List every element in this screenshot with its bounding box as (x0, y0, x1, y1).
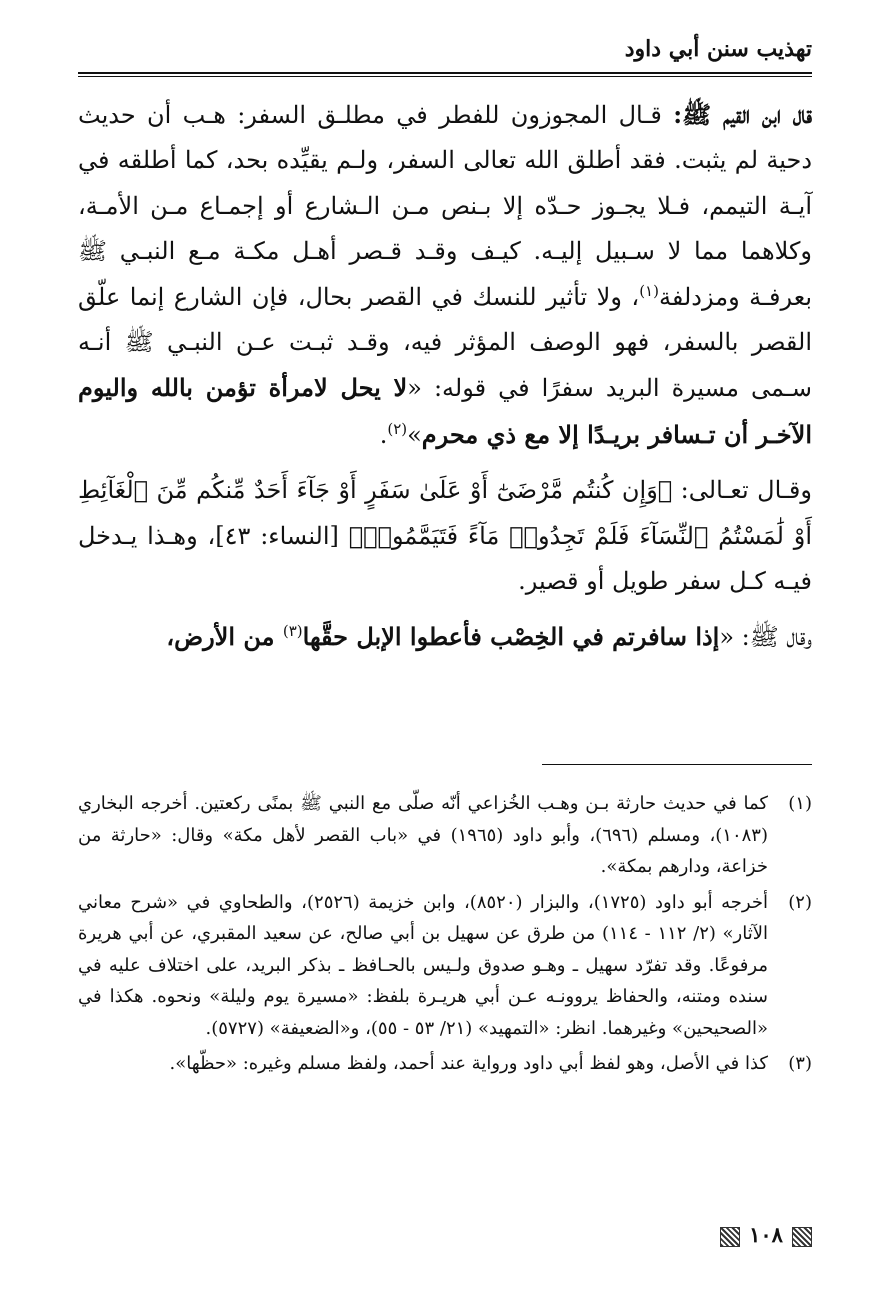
footnote-text: كما في حديث حارثة بـن وهـب الخُزاعي أنّه صلّى مع النبي ﷺ بمنًى ركعتين. أخرجه البخاري (١٠٨٣)، ومسلم (٦٩٦)، وأبو داود (١٩٦٥) في «باب القصر لأهل مكة» وقال: «حارثة من خزاعة، ودارهم بمكة». (78, 793, 768, 877)
paragraph-text: وقـال تعـالى: (672, 476, 812, 505)
paragraph-end: . (379, 420, 388, 449)
footnote (78, 788, 812, 883)
footnote-text: أخرجه أبو داود (١٧٢٥)، والبزار (٨٥٢٠)، وابن خزيمة (٢٥٢٦)، والطحاوي في «شرح معاني الآثار» (٢/ ١١٢ - ١١٤) من طرق عن سهيل بن أبي صالح، عن سعيد المقبري، عن أبي هريرة مرفوعًا. وقد تفرّد سهيل ـ وهـو صدوق ولـيس بالحـافظ ـ بذكر البريد، على اختلاف عليه في سنده ومتنه، والحفاظ يروونـه عـن أبي هريـرة بلفظ: «مسيرة يوم وليلة» ونحوه. هكذا في «الصحيحين» وغيرهما. انظر: «التمهيد» (٢١/ ٥٣ - ٥٥)، و«الضعيفة» (٥٧٢٧). (78, 891, 769, 1039)
header-rule (78, 72, 812, 74)
ornament-icon (720, 1227, 740, 1247)
page-number: ١٠٨ (749, 1222, 783, 1247)
hadith-quote: لا يحل لامرأة تؤمن بالله واليوم الآخـر أن تـسافر بريـدًا إلا مع ذي محرم (78, 373, 812, 449)
footnote (78, 887, 812, 1045)
page-footer (720, 1222, 812, 1250)
main-text (78, 92, 812, 661)
quran-verse: ﴿وَإِن كُنتُم مَّرْضَىٰٓ أَوْ عَلَىٰ سَفَرٍ أَوْ جَآءَ أَحَدٌ مِّنكُم مِّنَ ٱلْغَآئِطِ أَوْ لَٰمَسْتُمُ ٱلنِّسَآءَ فَلَمْ تَجِدُوا۟ مَآءً فَتَيَمَّمُوا۟﴾ (78, 476, 812, 550)
header-rule-thin (78, 76, 812, 77)
footnote-number: (٢) (788, 891, 812, 913)
footnote (78, 1048, 812, 1080)
footnote-number: (١) (788, 793, 812, 814)
paragraph-text: من الأرض، (166, 622, 283, 652)
paragraph-text: ، ولا تأثير للنسك في القصر بحال، فإن الشارع إنما علّق القصر بالسفر، فهو الوصف المؤثر فيه، وقـد ثبـت عـن النبـي ﷺ أنـه سـمى مسيرة البريد سفرًا في قوله: « (78, 282, 812, 403)
book-title: تهذيب سنن أبي داود (624, 36, 812, 62)
footnote-ref-2[interactable]: (٢) (387, 419, 408, 438)
verse-reference: [النساء: ٤٣] (215, 521, 349, 550)
quote-close: » (407, 420, 422, 449)
paragraph-text: قـال المجوزون للفطر في مطلـق السفر: هـب أن حديث دحية لم يثبت. فقد أطلق الله تعالى السفر، ولـم يقيِّده بحد، كما أطلقه في آيـة التيمم، فـلا يجـوز حـدّه إلا بـنص مـن الـشارع أو إجمـاع مـن الأمـة، وكلاهما مما لا سـبيل إليـه. كيـف وقـد قـصر أهـل مكـة مـع النبـي ﷺ بعرفـة ومزدلفة (78, 101, 813, 311)
footnote-text: كذا في الأصل، وهو لفظ أبي داود ورواية عند أحمد، ولفظ مسلم وغيره: «حظّها». (169, 1053, 768, 1074)
paragraph-text: ، وهـذا يـدخل فيـه كـل سفر طويل أو قصير. (78, 521, 812, 596)
paragraph-hadith (78, 614, 812, 660)
hadith-quote: إذا سافرتم في الخِصْب فأعطوا الإبل حقَّها (302, 622, 720, 652)
speaker-lead: قال ابن القيم ﷺ: (673, 100, 813, 129)
paragraph-ibn-al-qayyim (78, 92, 812, 458)
footnote-separator (542, 764, 812, 765)
footnote-ref-3[interactable]: (٣) (282, 622, 303, 641)
footnotes (78, 788, 812, 1084)
running-header (78, 36, 812, 66)
paragraph-text: وقال ﷺ: « (719, 623, 812, 652)
footnote-number: (٣) (788, 1053, 812, 1074)
paragraph-quran (78, 468, 812, 604)
footnote-ref-1[interactable]: (١) (639, 281, 659, 300)
ornament-icon (792, 1227, 812, 1247)
